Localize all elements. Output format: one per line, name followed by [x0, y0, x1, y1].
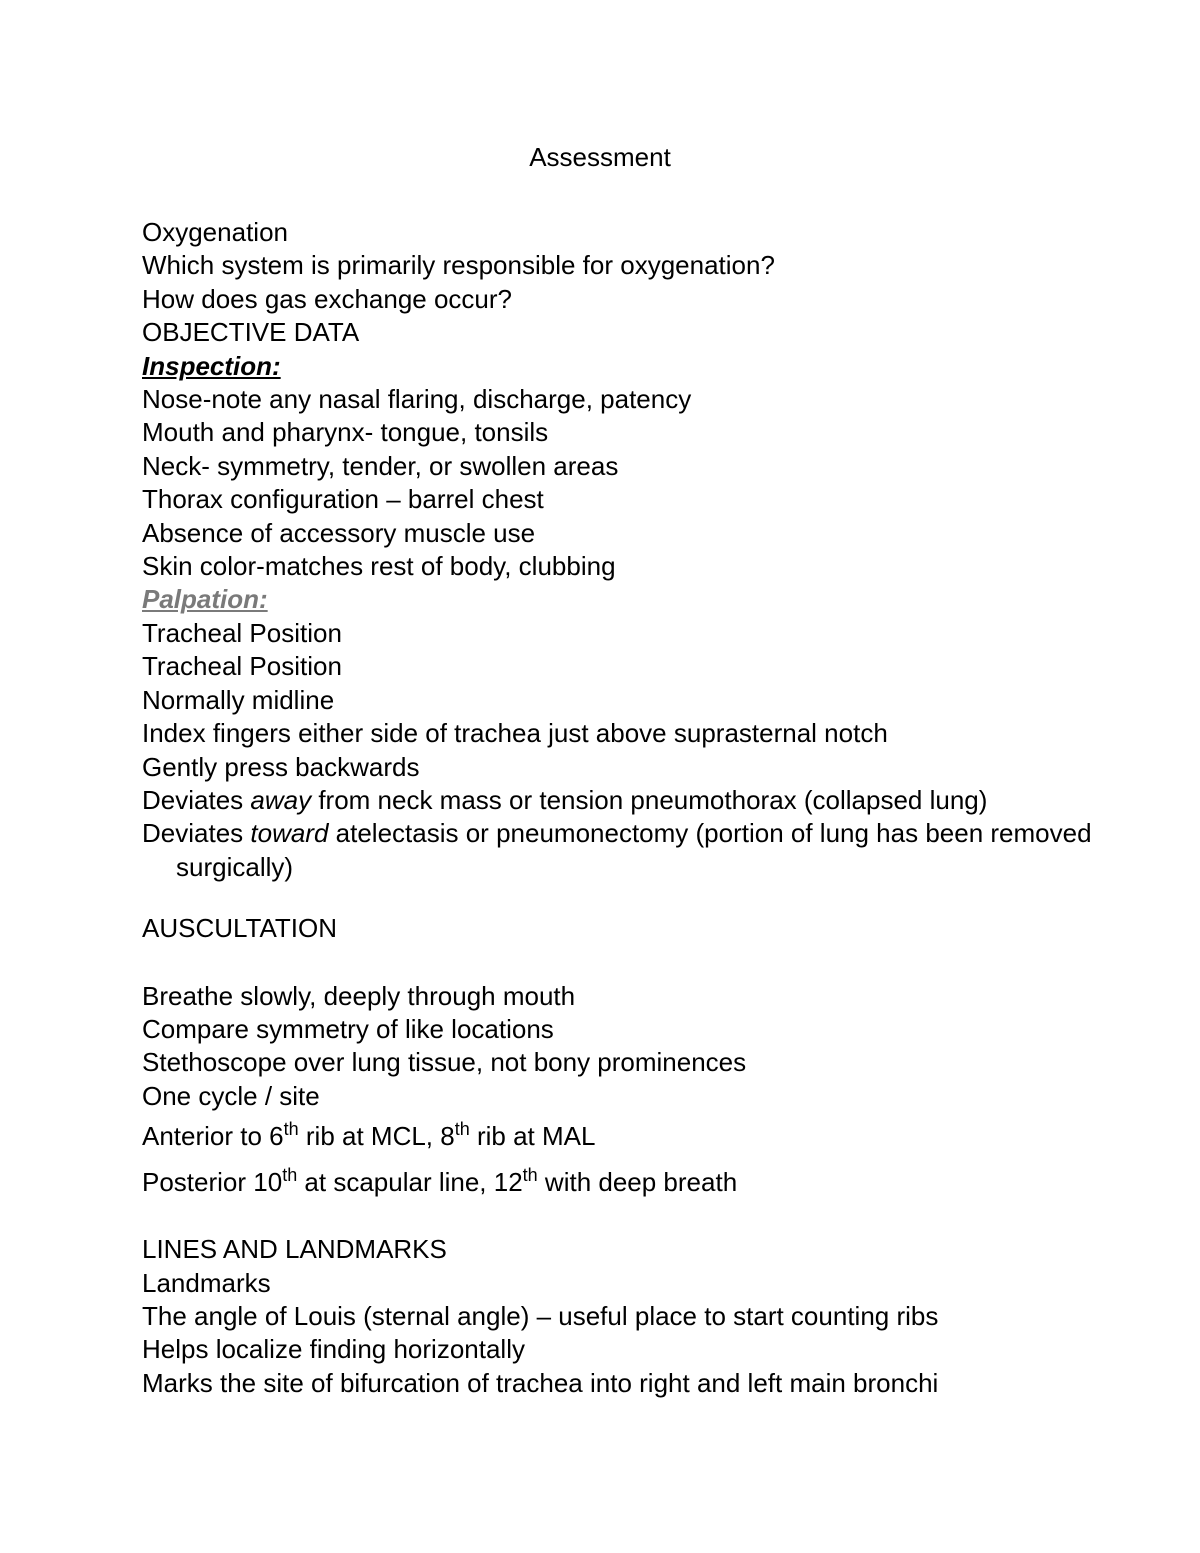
inspection-item: Thorax configuration – barrel chest	[142, 484, 544, 515]
superscript: th	[283, 1119, 299, 1140]
inspection-item: Mouth and pharynx- tongue, tonsils	[142, 417, 549, 448]
palpation-item: Tracheal Position	[142, 651, 342, 682]
text-span: with deep breath	[537, 1167, 738, 1198]
text-span: rib at MCL, 8	[298, 1121, 455, 1152]
landmarks-item: The angle of Louis (sternal angle) – useful place to start counting ribs	[142, 1300, 939, 1331]
palpation-item: Tracheal Position	[142, 617, 342, 648]
inspection-item: Nose-note any nasal flaring, discharge, patency	[142, 384, 692, 415]
emphasis-text: toward	[250, 818, 329, 849]
landmarks-item: Marks the site of bifurcation of trachea into right and left main bronchi	[142, 1367, 939, 1398]
auscultation-item: Breathe slowly, deeply through mouth	[142, 980, 576, 1011]
superscript: th	[522, 1165, 538, 1186]
landmarks-item: Helps localize finding horizontally	[142, 1334, 525, 1365]
text-span: Anterior to 6	[142, 1121, 284, 1152]
palpation-item: Index fingers either side of trachea just above suprasternal notch	[142, 718, 888, 749]
text-span: atelectasis or pneumonectomy (portion of lung has been removed surgically)	[176, 818, 1092, 882]
text-line: Oxygenation	[142, 217, 288, 247]
auscultation-item: Compare symmetry of like locations	[142, 1013, 554, 1044]
text-span: Posterior 10	[142, 1167, 283, 1198]
palpation-item: Normally midline	[142, 684, 335, 715]
text-span: Deviates	[142, 784, 251, 815]
superscript: th	[454, 1119, 470, 1140]
page-title: Assessment	[529, 142, 671, 172]
spacer	[142, 946, 1102, 980]
inspection-item: Neck- symmetry, tender, or swollen areas	[142, 450, 619, 481]
text-line: OBJECTIVE DATA	[142, 317, 360, 348]
auscultation-item: Stethoscope over lung tissue, not bony prominences	[142, 1047, 747, 1078]
text-span: Deviates	[142, 818, 251, 849]
palpation-heading: Palpation:	[142, 584, 268, 615]
landmarks-item: Landmarks	[142, 1267, 271, 1298]
deviates-toward-line	[142, 817, 1102, 884]
spacer	[142, 884, 1102, 912]
lines-landmarks-heading: LINES AND LANDMARKS	[142, 1234, 447, 1265]
text-span: rib at MAL	[469, 1121, 596, 1152]
text-span: from neck mass or tension pneumothorax (collapsed lung)	[311, 784, 988, 815]
posterior-line	[142, 1159, 1102, 1205]
text-line: How does gas exchange occur?	[142, 283, 513, 314]
spacer	[142, 1205, 1102, 1233]
inspection-item: Skin color-matches rest of body, clubbing	[142, 551, 616, 582]
superscript: th	[282, 1165, 298, 1186]
document-body	[142, 216, 1102, 1400]
anterior-line	[142, 1113, 1102, 1159]
text-line: Which system is primarily responsible for oxygenation?	[142, 250, 775, 281]
palpation-item: Gently press backwards	[142, 751, 420, 782]
auscultation-heading: AUSCULTATION	[142, 913, 338, 944]
inspection-heading: Inspection:	[142, 350, 281, 381]
auscultation-item: One cycle / site	[142, 1080, 320, 1111]
deviates-away-line	[142, 784, 1102, 817]
emphasis-text: away	[250, 784, 312, 815]
inspection-item: Absence of accessory muscle use	[142, 517, 536, 548]
text-span: at scapular line, 12	[297, 1167, 523, 1198]
